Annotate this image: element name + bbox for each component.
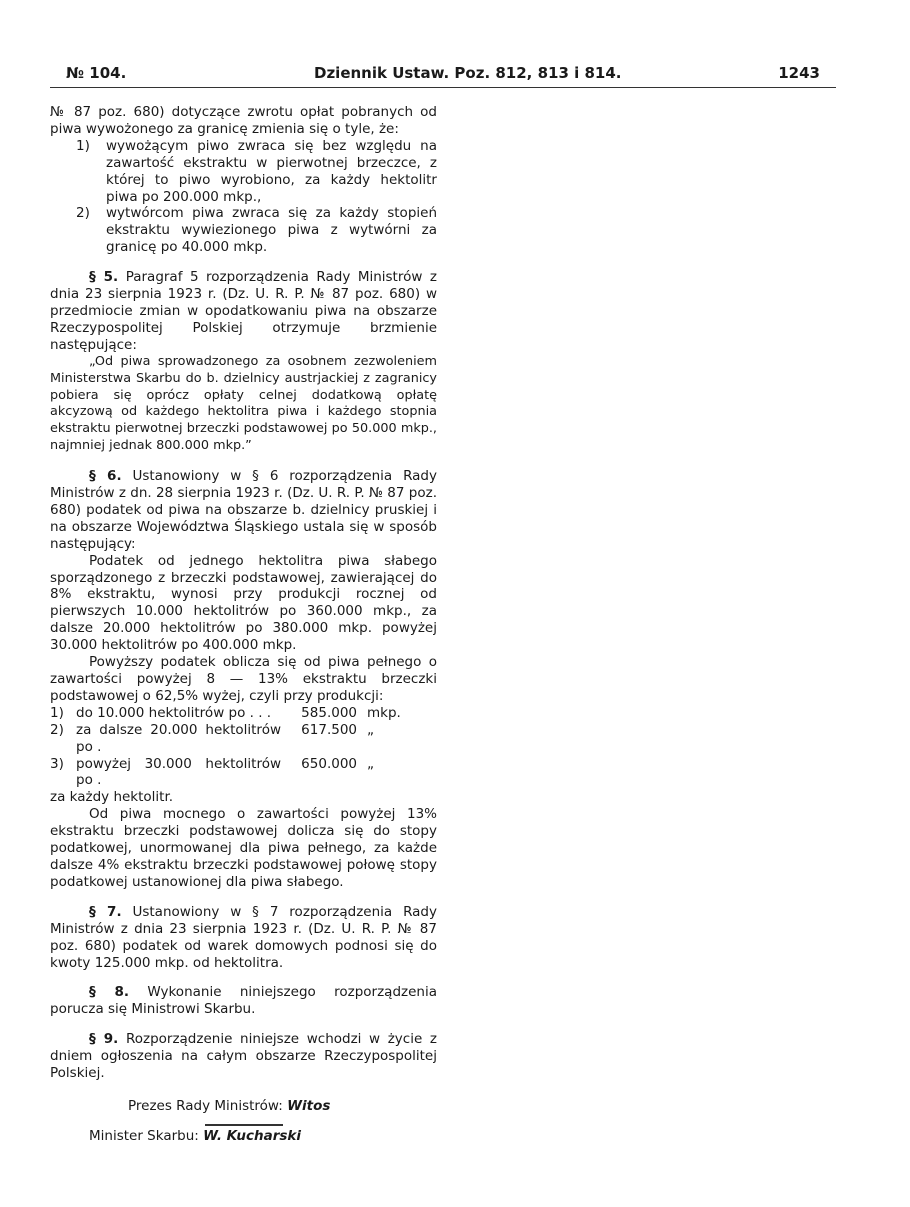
signature-role: Minister Skarbu: xyxy=(89,1127,199,1144)
list-item xyxy=(50,205,437,256)
section-mark: § 8. xyxy=(89,984,130,1001)
rate-row xyxy=(50,722,437,756)
paragraph-6-p1: Podatek od jednego hektolitra piwa słabego sporządzonego z brzeczki podstawowej, zawierającej do 8% ekstraktu, wynosi przy produkcji rocznej od pierwszych 10.000 hektolitrów po 360.000 mkp., za dalsze 20.000 hektolitrów po 380.000 mkp. powyżej 30.000 hektolitrów po 400.000 mkp. xyxy=(50,552,437,654)
paragraph-6 xyxy=(50,468,437,553)
rate-number: 1) xyxy=(50,704,64,721)
section-mark: § 5. xyxy=(89,269,119,286)
text-column xyxy=(50,104,437,1145)
rate-value: 650.000 xyxy=(301,755,357,772)
item-number: 1) xyxy=(76,137,90,154)
paragraph-7 xyxy=(50,904,437,972)
item-text: wytwórcom piwa zwraca się za każdy stopień ekstraktu wywiezionego piwa z wytwórni za granicę po 40.000 mkp. xyxy=(106,205,437,256)
intro-paragraph: № 87 poz. 680) dotyczące zwrotu opłat pobranych od piwa wywożonego za granicę zmienia się o tyle, że: xyxy=(50,104,437,137)
rate-number: 3) xyxy=(50,755,64,772)
rate-unit: mkp. xyxy=(367,704,401,721)
signature-role: Prezes Rady Ministrów: xyxy=(128,1097,283,1114)
paragraph-6-p3: za każdy hektolitr. xyxy=(50,789,174,806)
list-item xyxy=(50,138,437,206)
paragraph-9 xyxy=(50,1031,437,1082)
item-text: wywożącym piwo zwraca się bez względu na zawartość ekstraktu w pierwotnej brzeczce, z której to piwo wyrobiono, za każdy hektolitr piwa po 200.000 mkp., xyxy=(106,137,437,205)
rate-text: powyżej 30.000 hektolitrów po . xyxy=(76,755,281,789)
signature-prime-minister xyxy=(50,1098,437,1115)
paragraph-5 xyxy=(50,269,437,354)
signature-name: Witos xyxy=(287,1097,331,1114)
page-header xyxy=(66,60,820,82)
section-mark: § 6. xyxy=(89,468,122,485)
section-text: Wykonanie niniejszego rozporządzenia poruczа się Ministrowi Skarbu. xyxy=(50,984,437,1018)
header-rule xyxy=(50,87,836,88)
signature-treasury-minister xyxy=(50,1128,437,1145)
rate-text: do 10.000 hektolitrów po . . . xyxy=(76,704,272,721)
issue-number: № 104. xyxy=(66,64,127,82)
closing-rule xyxy=(205,1124,283,1126)
item-number: 2) xyxy=(76,205,90,222)
paragraph-8 xyxy=(50,984,437,1018)
section-text: Paragraf 5 rozporządzenia Rady Ministrów z dnia 23 sierpnia 1923 r. (Dz. U. R. P. № 87 poz. 680) w przedmiocie zmian w opodatkowaniu piwa na obszarze Rzeczypospolitej Polskiej otrzymuje brzmienie następujące: xyxy=(50,269,437,353)
section-mark: § 7. xyxy=(89,903,122,920)
section-text: Ustanowiony w § 7 rozporządzenia Rady Ministrów z dnia 23 sierpnia 1923 r. (Dz. U. R. P. № 87 poz. 680) podatek od warek domowych podnosi się do kwoty 125.000 mkp. od hektolitra. xyxy=(50,903,437,971)
rate-unit: „ xyxy=(367,721,374,738)
rate-value: 617.500 xyxy=(301,721,357,738)
rate-unit: „ xyxy=(367,755,374,772)
paragraph-6-p2: Powyższy podatek oblicza się od piwa pełnego o zawartości powyżej 8 — 13% ekstraktu brzeczki podstawowej o 62,5% wyżej, czyli przy produkcji: xyxy=(50,654,437,704)
section-text: Ustanowiony w § 6 rozporządzenia Rady Ministrów z dn. 28 sierpnia 1923 r. (Dz. U. R. P. № 87 poz. 680) podatek od piwa na obszarze b. dzielnicy pruskiej i na obszarze Województwa Śląskiego ustala się w sposób następujący: xyxy=(50,468,437,552)
signature-name: W. Kucharski xyxy=(203,1127,302,1144)
rate-row xyxy=(50,756,437,790)
page-number: 1243 xyxy=(778,64,820,82)
rate-row xyxy=(50,705,437,722)
quoted-text: „Od piwa sprowadzonego za osobnem zezwoleniem Ministerstwa Skarbu do b. dzielnicy austrjackiej z zagranicy pobiera się oprócz opłaty celnej dodatkową opłatę akcyzową od każdego hektolitra piwa i każdego stopnia ekstraktu pierwotnej brzeczki podstawowej po 50.000 mkp., najmniej jednak 800.000 mkp.” xyxy=(50,353,437,454)
section-text: Rozporządzenie niniejsze wchodzi w życie z dniem ogłoszenia na całym obszarze Rzeczypospolitej Polskiej. xyxy=(50,1031,437,1082)
paragraph-6-p4: Od piwa mocnego o zawartości powyżej 13% ekstraktu brzeczki podstawowej dolicza się do stopy podatkowej, unormowanej dla piwa pełnego, za każde dalsze 4% ekstraktu brzeczki podstawowej połowę stopy podatkowej ustanowionej dla piwa słabego. xyxy=(50,806,437,890)
section-mark: § 9. xyxy=(89,1031,119,1048)
rate-text: za dalsze 20.000 hektolitrów po . xyxy=(76,721,281,755)
rate-value: 585.000 xyxy=(301,704,357,721)
journal-title: Dziennik Ustaw. Poz. 812, 813 i 814. xyxy=(314,64,622,82)
rate-number: 2) xyxy=(50,721,64,738)
